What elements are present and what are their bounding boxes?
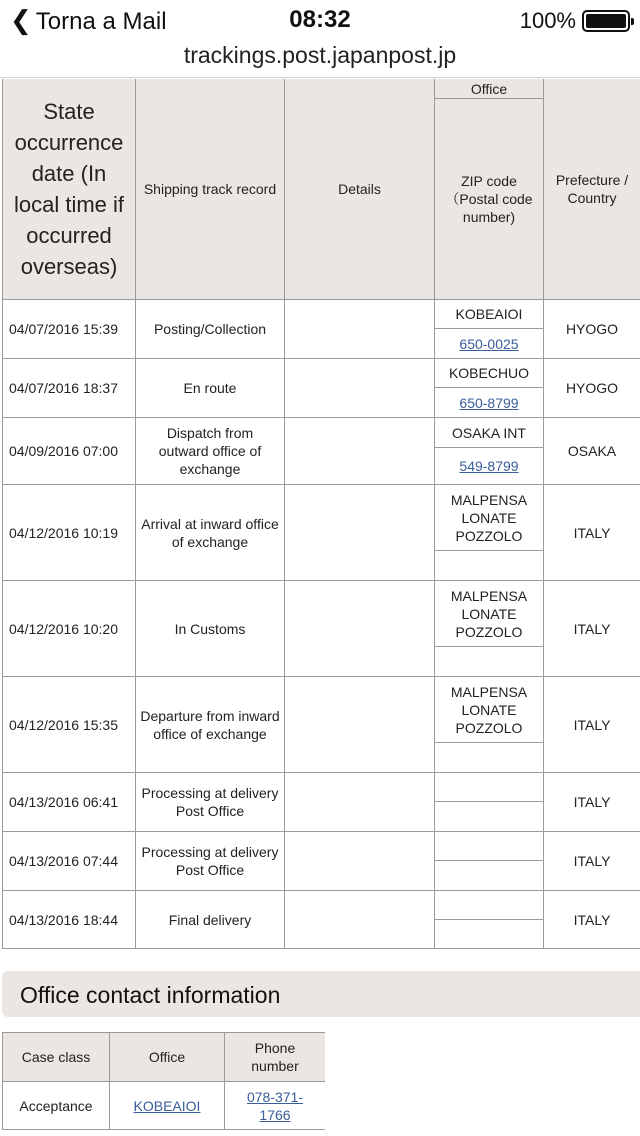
contact-row — [2, 1082, 325, 1130]
row-details — [284, 677, 434, 773]
row-record: Processing at delivery Post Office — [135, 773, 284, 832]
status-bar — [0, 0, 640, 40]
row-zip — [435, 802, 543, 831]
url-bar[interactable]: trackings.post.japanpost.jp — [0, 40, 640, 78]
row-record: Final delivery — [135, 891, 284, 949]
row-details — [284, 300, 434, 359]
row-office-group — [434, 418, 543, 485]
row-office-group — [434, 300, 543, 359]
row-date: 04/12/2016 15:35 — [2, 677, 135, 773]
row-details — [284, 359, 434, 418]
header-office: Office — [435, 79, 543, 99]
row-prefecture: ITALY — [543, 832, 640, 891]
row-date: 04/13/2016 06:41 — [2, 773, 135, 832]
row-office-group — [434, 677, 543, 773]
row-office-group — [434, 891, 543, 949]
row-prefecture: HYOGO — [543, 300, 640, 359]
row-date: 04/13/2016 18:44 — [2, 891, 135, 949]
header-date: State occurrence date (In local time if occurred overseas) — [2, 79, 135, 300]
contact-office-link[interactable]: KOBEAIOI — [133, 1097, 201, 1114]
row-prefecture: ITALY — [543, 485, 640, 581]
row-date: 04/13/2016 07:44 — [2, 832, 135, 891]
row-office-group — [434, 359, 543, 418]
row-zip — [435, 920, 543, 948]
header-zip: ZIP code（Postal code number) — [445, 173, 533, 225]
tracking-header-row — [2, 79, 640, 300]
table-row — [2, 677, 640, 773]
row-office-group — [434, 773, 543, 832]
row-zip — [435, 551, 543, 580]
office-contact-table — [2, 1032, 325, 1123]
row-office — [435, 773, 543, 802]
row-prefecture: ITALY — [543, 773, 640, 832]
row-office: MALPENSA LONATE POZZOLO — [435, 581, 543, 647]
zip-link[interactable]: 549-8799 — [459, 458, 519, 474]
row-office: MALPENSA LONATE POZZOLO — [435, 485, 543, 551]
header-office: Office — [109, 1033, 224, 1082]
row-record: Processing at delivery Post Office — [135, 832, 284, 891]
row-office-group — [434, 485, 543, 581]
header-record: Shipping track record — [135, 79, 284, 300]
row-prefecture: OSAKA — [543, 418, 640, 485]
row-zip — [435, 861, 543, 890]
row-date: 04/09/2016 07:00 — [2, 418, 135, 485]
contact-header-row — [2, 1033, 325, 1082]
table-row — [2, 418, 640, 485]
header-phone: Phone number — [224, 1033, 325, 1082]
row-details — [284, 832, 434, 891]
row-date: 04/12/2016 10:20 — [2, 581, 135, 677]
row-details — [284, 891, 434, 949]
row-details — [284, 418, 434, 485]
row-office: KOBECHUO — [435, 359, 543, 388]
row-office: OSAKA INT — [435, 418, 543, 448]
row-zip — [435, 647, 543, 676]
row-prefecture: ITALY — [543, 891, 640, 949]
table-row — [2, 359, 640, 418]
row-details — [284, 581, 434, 677]
row-office — [435, 891, 543, 920]
row-details — [284, 485, 434, 581]
row-office — [435, 832, 543, 861]
table-row — [2, 300, 640, 359]
zip-link[interactable]: 650-0025 — [459, 335, 519, 352]
battery-percent: 100% — [519, 8, 576, 33]
battery-status — [520, 8, 630, 34]
row-details — [284, 773, 434, 832]
header-prefecture: Prefecture / Country — [543, 79, 640, 300]
table-row — [2, 485, 640, 581]
clock: 08:32 — [289, 6, 351, 33]
row-office: KOBEAIOI — [435, 300, 543, 329]
table-row — [2, 581, 640, 677]
row-record: Dispatch from outward office of exchange — [135, 418, 284, 485]
row-record: En route — [135, 359, 284, 418]
header-office-group — [434, 79, 543, 300]
row-date: 04/12/2016 10:19 — [2, 485, 135, 581]
office-contact-heading: Office contact information — [2, 971, 640, 1017]
table-row — [2, 773, 640, 832]
row-prefecture: HYOGO — [543, 359, 640, 418]
header-case-class: Case class — [2, 1033, 109, 1082]
row-date: 04/07/2016 15:39 — [2, 300, 135, 359]
table-row — [2, 832, 640, 891]
contact-phone-link[interactable]: 078-371-1766 — [246, 1088, 304, 1123]
battery-icon — [582, 10, 630, 32]
zip-link[interactable]: 650-8799 — [459, 394, 519, 411]
contact-case-class: Acceptance — [2, 1082, 109, 1130]
row-office: MALPENSA LONATE POZZOLO — [435, 677, 543, 743]
back-to-mail-button[interactable] — [10, 6, 167, 37]
header-details: Details — [284, 79, 434, 300]
row-prefecture: ITALY — [543, 581, 640, 677]
chevron-left-icon: ❮ — [10, 5, 32, 35]
back-label: Torna a Mail — [35, 7, 167, 35]
row-prefecture: ITALY — [543, 677, 640, 773]
row-zip — [435, 743, 543, 772]
row-record: Arrival at inward office of exchange — [135, 485, 284, 581]
row-record: Departure from inward office of exchange — [135, 677, 284, 773]
row-office-group — [434, 832, 543, 891]
row-office-group — [434, 581, 543, 677]
row-record: In Customs — [135, 581, 284, 677]
table-row — [2, 891, 640, 949]
row-date: 04/07/2016 18:37 — [2, 359, 135, 418]
row-record: Posting/Collection — [135, 300, 284, 359]
